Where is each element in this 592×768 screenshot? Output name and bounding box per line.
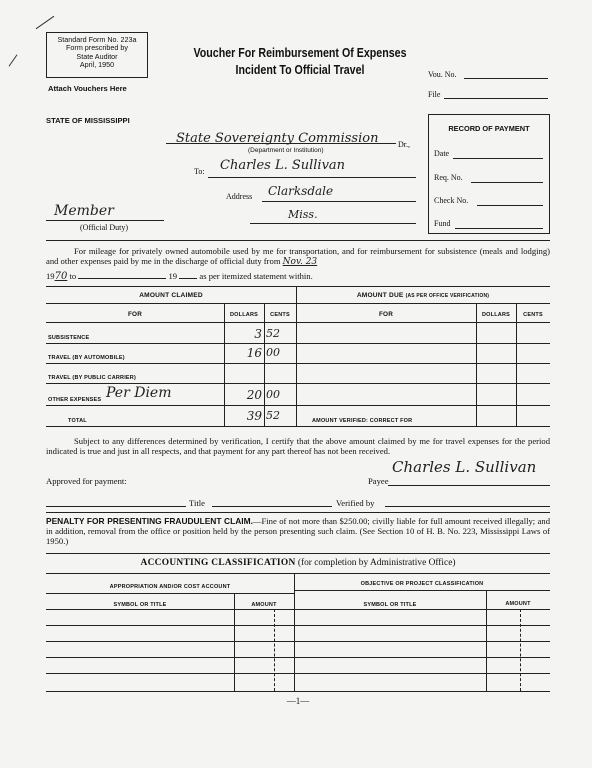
row-other-cents[interactable]: 00 — [266, 388, 280, 401]
penalty-paragraph — [46, 516, 550, 547]
verified-by-field[interactable] — [385, 505, 550, 507]
record-of-payment-title: RECORD OF PAYMENT — [448, 124, 530, 133]
accounting-heading — [46, 558, 550, 568]
right-cents-rule — [520, 609, 521, 691]
official-duty-caption: (Official Duty) — [80, 223, 129, 232]
due-dollars-header: DOLLARS — [482, 312, 510, 318]
accounting-row-2[interactable] — [46, 641, 550, 642]
claimed-dollars-header: DOLLARS — [230, 312, 258, 318]
record-check-field[interactable] — [477, 204, 543, 206]
accounting-right-header: OBJECTIVE OR PROJECT CLASSIFICATION — [360, 581, 484, 587]
approval-signature-line[interactable] — [46, 505, 186, 507]
row-subsistence-dollars[interactable]: 3 — [254, 327, 262, 341]
to-date-field[interactable] — [78, 270, 166, 279]
title-field[interactable] — [212, 505, 332, 507]
row-rule-2 — [46, 363, 550, 364]
year-value[interactable]: 70 — [54, 271, 68, 282]
claimed-cents-header: CENTS — [270, 312, 290, 318]
row-other-dollars[interactable]: 20 — [246, 388, 262, 402]
due-cents-rule — [516, 303, 517, 426]
due-cents-header: CENTS — [523, 312, 543, 318]
accounting-col-rule — [46, 609, 550, 610]
accounting-right-header-rule — [294, 590, 550, 591]
row-subsistence-cents[interactable]: 52 — [266, 327, 280, 340]
accounting-left-header-rule — [46, 593, 294, 594]
payee-label: Payee — [368, 476, 389, 486]
claimed-cents-rule — [264, 303, 265, 426]
row-other-label: OTHER EXPENSES — [48, 397, 102, 403]
accounting-left-header: APPROPRIATION AND/OR COST ACCOUNT — [109, 584, 231, 590]
verified-by-label: Verified by — [336, 498, 375, 508]
amount-header-rule — [46, 303, 550, 304]
voucher-no-field[interactable] — [464, 70, 548, 79]
row-other-detail[interactable]: Per Diem — [106, 385, 172, 401]
row-total-label: TOTAL — [68, 418, 87, 424]
file-field[interactable] — [444, 90, 548, 99]
amount-verified-note: AMOUNT VERIFIED: CORRECT FOR — [312, 418, 413, 424]
claimed-dollars-rule — [224, 303, 225, 426]
staple-mark — [36, 16, 55, 29]
amount-table-bottom — [46, 426, 550, 427]
form-prescribed-line: Form prescribed by — [66, 43, 128, 53]
address-line-1[interactable]: Clarksdale — [268, 184, 334, 198]
record-req-label: Req. No. — [434, 173, 463, 182]
row-travel-auto-label: TRAVEL (BY AUTOMOBILE) — [48, 355, 125, 361]
accounting-row-4[interactable] — [46, 673, 550, 674]
accounting-note: (for completion by Administrative Office) — [297, 558, 456, 568]
amount-due-title: AMOUNT DUE — [356, 292, 404, 299]
accounting-title: ACCOUNTING CLASSIFICATION — [140, 558, 296, 568]
statement-dates — [46, 270, 550, 282]
record-check-label: Check No. — [434, 196, 469, 205]
payee-signature[interactable]: Charles L. Sullivan — [392, 458, 537, 476]
row-travel-public-label: TRAVEL (BY PUBLIC CARRIER) — [48, 375, 137, 381]
address-line-rule — [262, 200, 416, 202]
penalty-heading: PENALTY FOR PRESENTING FRAUDULENT CLAIM. — [46, 516, 253, 526]
year-prefix: 19 — [46, 271, 55, 281]
official-duty-value[interactable]: Member — [54, 203, 114, 219]
title-line-1: Voucher For Reimbursement Of Expenses — [193, 45, 407, 60]
accounting-row-1[interactable] — [46, 625, 550, 626]
row-total-cents[interactable]: 52 — [266, 409, 280, 422]
title-label: Title — [189, 498, 205, 508]
record-date-field[interactable] — [453, 157, 543, 159]
left-symbol-header: SYMBOL OR TITLE — [113, 602, 167, 608]
record-date-label: Date — [434, 149, 450, 158]
year2-field[interactable] — [179, 270, 197, 279]
statement-text: For mileage for privately owned automobile used by me for transportation, and for reimbursement for subsistence (meals and lodging) and other expenses paid by me in the discharge of official duty from — [46, 246, 550, 267]
from-date-value[interactable]: Nov. 23 — [282, 257, 318, 268]
left-cents-rule — [274, 609, 275, 691]
state-label: STATE OF MISSISSIPPI — [46, 116, 130, 125]
payee-name-value[interactable]: Charles L. Sullivan — [220, 158, 346, 173]
row-subsistence-label: SUBSISTENCE — [48, 335, 90, 341]
right-symbol-header: SYMBOL OR TITLE — [363, 602, 417, 608]
address-line-rule-2 — [250, 222, 416, 224]
record-fund-label: Fund — [434, 219, 451, 228]
to-line — [208, 176, 416, 178]
row-total-dollars[interactable]: 39 — [246, 409, 262, 423]
payee-signature-line — [388, 484, 550, 486]
to-label: To: — [194, 167, 205, 176]
form-number-box — [46, 32, 148, 78]
left-amount-header: AMOUNT — [251, 602, 277, 608]
accounting-row-3[interactable] — [46, 657, 550, 658]
amount-due-note: (AS PER OFFICE VERIFICATION) — [405, 293, 490, 299]
department-caption: (Department or Institution) — [248, 147, 324, 154]
page-title — [185, 44, 415, 78]
amount-table-top — [46, 286, 550, 287]
form-auditor-line: State Auditor — [76, 51, 118, 61]
certification-text: Subject to any differences determined by verification, I certify that the above amount claimed by me for travel expenses for the period indicated is true and just in all respects, and that payment for any part thereof has not been received. — [46, 436, 550, 457]
section-divider — [46, 240, 550, 241]
department-value[interactable]: State Sovereignty Commission — [176, 131, 379, 146]
mileage-statement — [46, 246, 550, 267]
row-travel-auto-dollars[interactable]: 16 — [246, 346, 262, 360]
address-line-2[interactable]: Miss. — [288, 208, 318, 221]
title-line-2: Incident To Official Travel — [235, 62, 365, 77]
row-rule-1 — [46, 343, 550, 344]
attach-vouchers-note: Attach Vouchers Here — [48, 84, 127, 93]
penalty-top-rule — [46, 512, 550, 513]
record-of-payment-box — [428, 114, 550, 234]
row-rule-3 — [46, 383, 550, 384]
form-date-line: April, 1950 — [79, 60, 115, 70]
due-for-header: FOR — [378, 311, 394, 318]
due-dollars-rule — [476, 303, 477, 426]
penalty-bottom-rule — [46, 553, 550, 554]
department-suffix: Dr., — [398, 140, 410, 149]
form-number: Standard Form No. 223a — [57, 35, 137, 44]
amount-col-header-rule — [46, 322, 550, 323]
accounting-top-rule — [46, 573, 550, 574]
voucher-no-label: Vou. No. — [428, 70, 457, 79]
address-label: Address — [226, 192, 253, 201]
to-word: to — [69, 271, 77, 281]
row-rule-4 — [46, 405, 550, 406]
penalty-text: —Fine of not more than $250.00; civilly liable for full amount received illegally; and in addition, removal from the office or position held by the person presenting such claim. (See Section 10 of H. B. No. 223, Mississippi Laws of 1950.) — [46, 516, 550, 547]
row-travel-auto-cents[interactable]: 00 — [266, 346, 280, 359]
staple-mark-2 — [9, 54, 18, 66]
approved-label: Approved for payment: — [46, 476, 127, 486]
statement-suffix: as per itemized statement within. — [199, 271, 313, 281]
page-number: —1— — [286, 696, 310, 706]
accounting-bottom-rule — [46, 691, 550, 692]
year2-prefix: 19 — [168, 271, 178, 281]
file-label: File — [428, 90, 441, 99]
record-req-field[interactable] — [471, 181, 543, 183]
official-duty-line — [46, 219, 164, 221]
amount-due-header — [296, 292, 550, 299]
left-amount-rule — [234, 593, 235, 691]
right-amount-header: AMOUNT — [505, 601, 531, 607]
amount-claimed-header: AMOUNT CLAIMED — [139, 292, 203, 299]
record-fund-field[interactable] — [455, 227, 543, 229]
department-line — [166, 142, 396, 144]
claimed-for-header: FOR — [127, 311, 143, 318]
